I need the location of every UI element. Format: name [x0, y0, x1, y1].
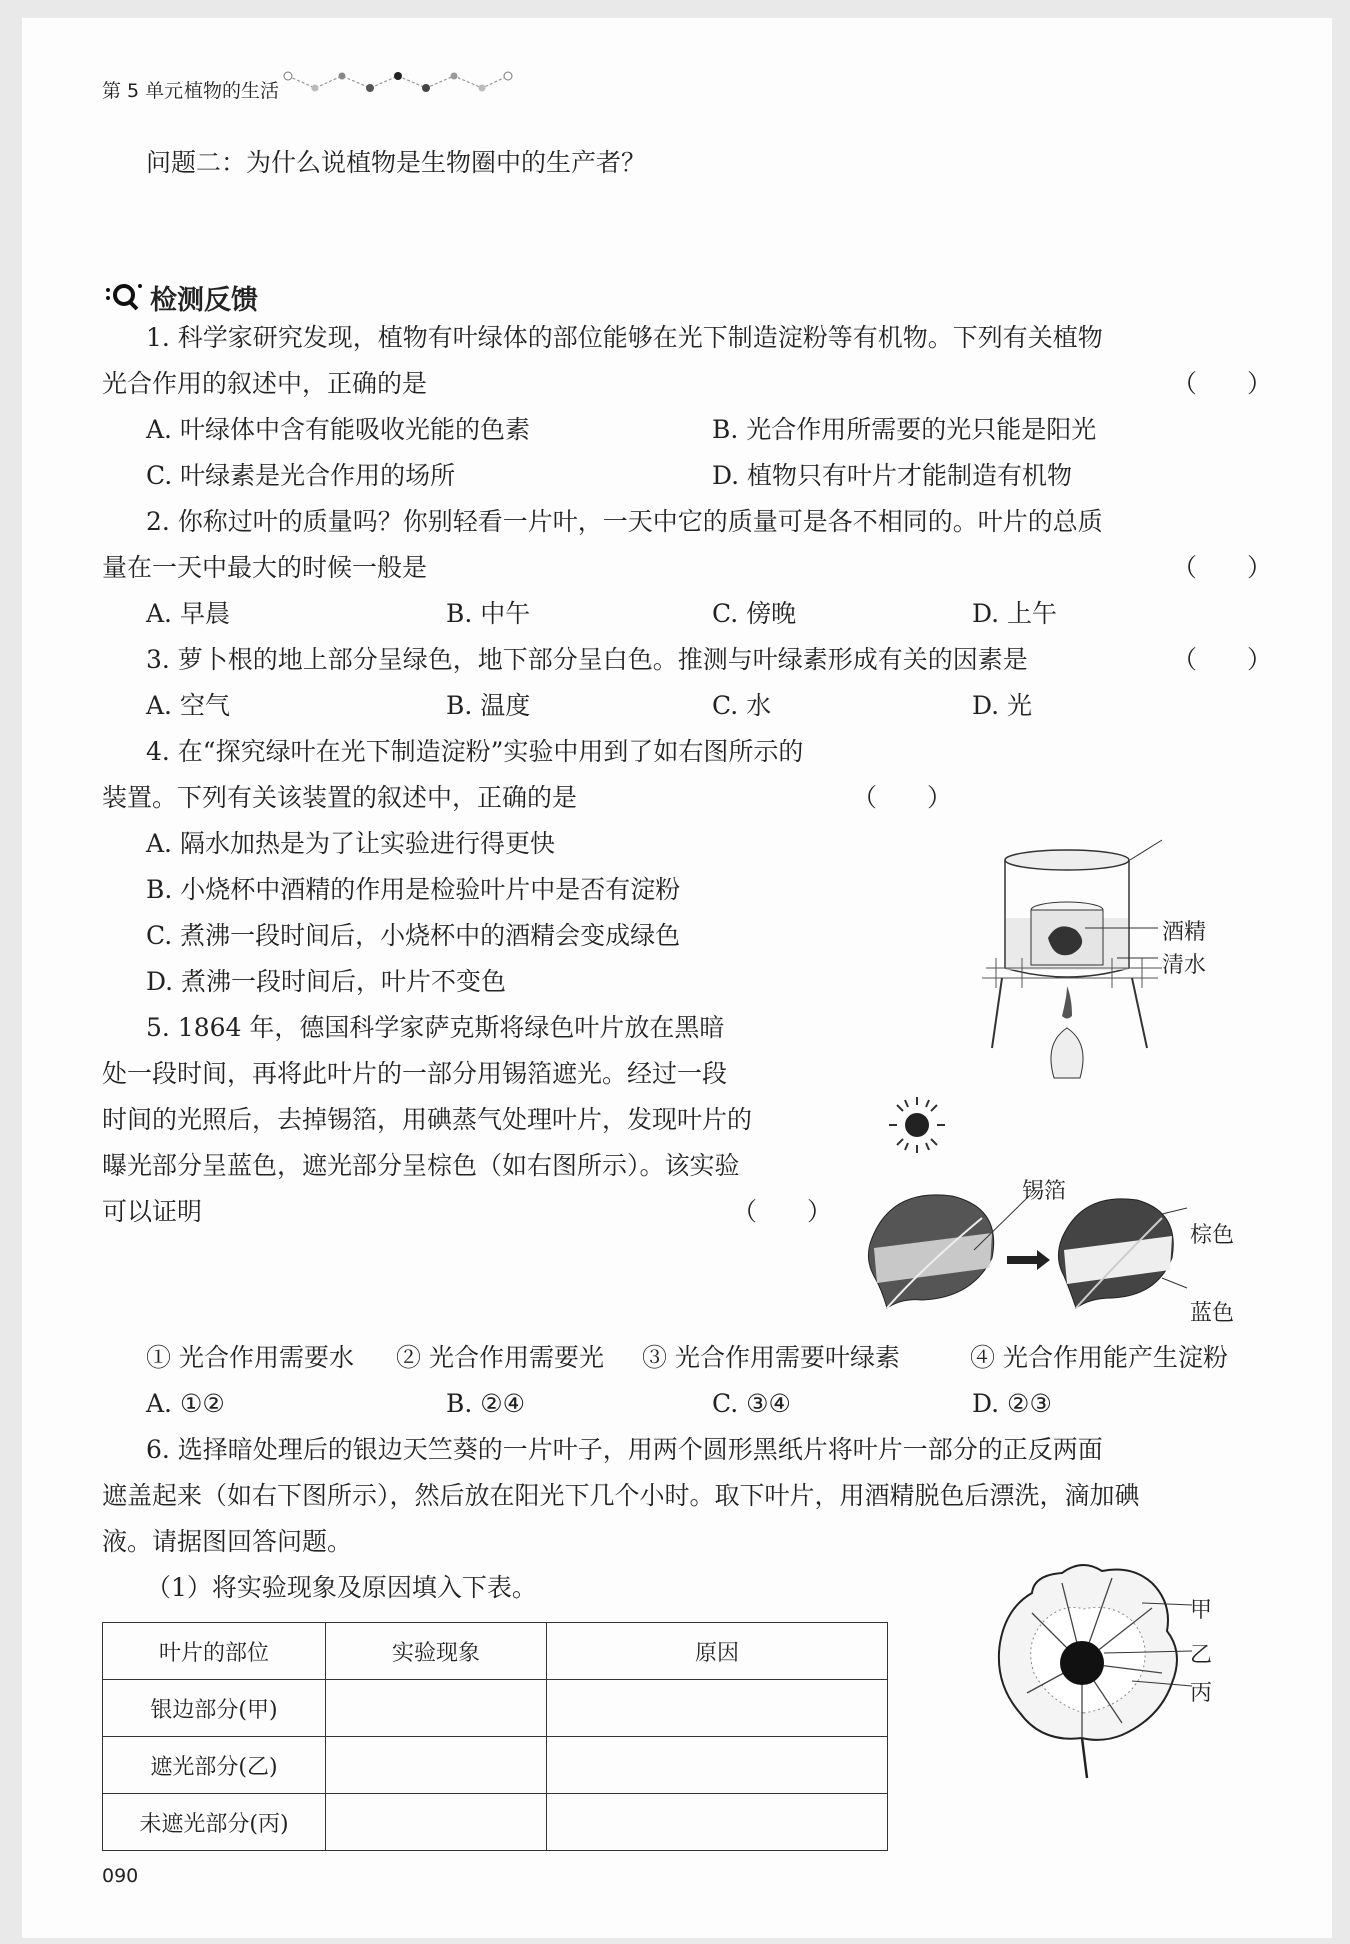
q5-option-b: B. ②④ [446, 1389, 526, 1418]
q5-statement-3: ③ 光合作用需要叶绿素 [642, 1343, 900, 1372]
table-header-row [103, 1623, 888, 1680]
q6-sub1: （1）将实验现象及原因填入下表。 [146, 1573, 537, 1602]
textbook-page [22, 18, 1332, 1938]
table-answer-cell[interactable] [326, 1680, 547, 1737]
q6-stem-line3: 液。请据图回答问题。 [102, 1527, 353, 1556]
water-bath-apparatus-figure [982, 838, 1192, 1083]
q3-option-b: B. 温度 [446, 691, 531, 720]
q2-option-c: C. 傍晚 [712, 599, 797, 628]
table-header-cell: 叶片的部位 [103, 1623, 326, 1680]
section-title: 检测反馈 [150, 285, 258, 316]
table-cell: 遮光部分(乙) [103, 1737, 326, 1794]
q5-statement-2: ② 光合作用需要光 [396, 1343, 604, 1372]
q2-option-d: D. 上午 [972, 599, 1058, 628]
unit-title: 植物的生活 [184, 80, 280, 102]
q5-stem-line4: 曝光部分呈蓝色，遮光部分呈棕色（如右图所示）。该实验 [102, 1151, 740, 1180]
q6-label-yi: 乙 [1190, 1643, 1213, 1668]
q4-option-a: A. 隔水加热是为了让实验进行得更快 [146, 829, 555, 858]
table-row [103, 1737, 888, 1794]
q1-option-d: D. 植物只有叶片才能制造有机物 [712, 461, 1073, 490]
q1-stem-line1: 1. 科学家研究发现，植物有叶绿体的部位能够在光下制造淀粉等有机物。下列有关植物 [146, 323, 1103, 352]
q6-label-jia: 甲 [1190, 1598, 1213, 1623]
q4-stem-line2: 装置。下列有关该装置的叙述中，正确的是 [102, 783, 578, 812]
q3-option-d: D. 光 [972, 691, 1033, 720]
table-answer-cell[interactable] [547, 1794, 888, 1851]
table-cell: 银边部分(甲) [103, 1680, 326, 1737]
q3-option-a: A. 空气 [146, 691, 230, 720]
table-answer-cell[interactable] [547, 1737, 888, 1794]
q5-label-blue: 蓝色 [1190, 1301, 1235, 1326]
q5-option-a: A. ①② [146, 1389, 225, 1418]
question-two: 问题二：为什么说植物是生物圈中的生产者？ [146, 148, 647, 177]
q5-stem-line5: 可以证明 [102, 1197, 203, 1226]
q3-option-c: C. 水 [712, 691, 772, 720]
q4-option-b: B. 小烧杯中酒精的作用是检验叶片中是否有淀粉 [146, 875, 681, 904]
table-row [103, 1680, 888, 1737]
q5-option-d: D. ②③ [972, 1389, 1052, 1418]
table-header-cell: 原因 [547, 1623, 888, 1680]
table-cell: 未遮光部分(丙) [103, 1794, 326, 1851]
q6-stem-line1: 6. 选择暗处理后的银边天竺葵的一片叶子，用两个圆形黑纸片将叶片一部分的正反两面 [146, 1435, 1103, 1464]
q4-label-alcohol: 酒精 [1162, 920, 1207, 945]
q5-label-foil: 锡箔 [1022, 1179, 1067, 1204]
q6-label-bing: 丙 [1190, 1681, 1213, 1706]
geranium-leaf-figure [992, 1553, 1192, 1788]
q1-option-b: B. 光合作用所需要的光只能是阳光 [712, 415, 1097, 444]
q4-option-c: C. 煮沸一段时间后，小烧杯中的酒精会变成绿色 [146, 921, 681, 950]
table-answer-cell[interactable] [547, 1680, 888, 1737]
q5-stem-line3: 时间的光照后，去掉锡箔，用碘蒸气处理叶片，发现叶片的 [102, 1105, 753, 1134]
q1-option-a: A. 叶绿体中含有能吸收光能的色素 [146, 415, 530, 444]
header-decoration [280, 70, 520, 104]
q3-answer-blank: （ ） [1172, 645, 1273, 674]
q1-option-c: C. 叶绿素是光合作用的场所 [146, 461, 456, 490]
q2-option-a: A. 早晨 [146, 599, 230, 628]
magnifier-icon [104, 278, 146, 314]
q1-answer-blank: （ ） [1172, 369, 1273, 398]
sun-figure [862, 1093, 1042, 1153]
q5-option-c: C. ③④ [712, 1389, 791, 1418]
table-row [103, 1794, 888, 1851]
q1-stem-line2: 光合作用的叙述中，正确的是 [102, 369, 428, 398]
q3-stem: 3. 萝卜根的地上部分呈绿色，地下部分呈白色。推测与叶绿素形成有关的因素是 [146, 645, 1028, 674]
table-header-cell: 实验现象 [326, 1623, 547, 1680]
table-answer-cell[interactable] [326, 1794, 547, 1851]
q4-answer-blank: （ ） [852, 783, 953, 812]
table-answer-cell[interactable] [326, 1737, 547, 1794]
q5-answer-blank: （ ） [732, 1197, 833, 1226]
q2-option-b: B. 中午 [446, 599, 531, 628]
q4-label-water: 清水 [1162, 953, 1207, 978]
q5-statement-4: ④ 光合作用能产生淀粉 [970, 1343, 1228, 1372]
q6-stem-line2: 遮盖起来（如右下图所示），然后放在阳光下几个小时。取下叶片，用酒精脱色后漂洗，滴加碘 [102, 1481, 1140, 1510]
page-number: 090 [102, 1865, 139, 1887]
q2-stem-line2: 量在一天中最大的时候一般是 [102, 553, 428, 582]
q5-stem-line1: 5. 1864 年，德国科学家萨克斯将绿色叶片放在黑暗 [146, 1013, 725, 1042]
q5-stem-line2: 处一段时间，再将此叶片的一部分用锡箔遮光。经过一段 [102, 1059, 728, 1088]
q5-statement-1: ① 光合作用需要水 [146, 1343, 354, 1372]
q2-answer-blank: （ ） [1172, 553, 1273, 582]
unit-label: 第 5 单元 [102, 80, 184, 102]
q2-stem-line1: 2. 你称过叶的质量吗？你别轻看一片叶，一天中它的质量可是各不相同的。叶片的总质 [146, 507, 1103, 536]
answer-table [102, 1622, 888, 1851]
q4-option-d: D. 煮沸一段时间后，叶片不变色 [146, 967, 507, 996]
q4-stem-line1: 4. 在“探究绿叶在光下制造淀粉”实验中用到了如右图所示的 [146, 737, 804, 766]
q5-label-brown: 棕色 [1190, 1223, 1235, 1248]
